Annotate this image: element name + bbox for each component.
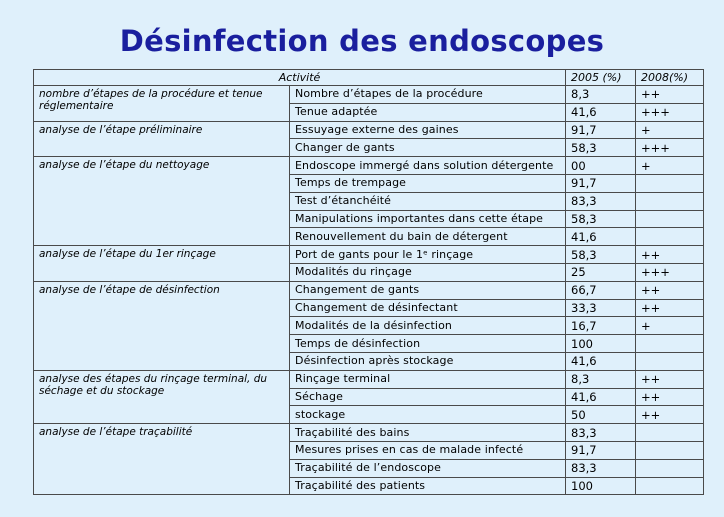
activity-item: Traçabilité de l’endoscope: [290, 459, 566, 477]
activity-item: Endoscope immergé dans solution détergente: [290, 157, 566, 175]
group-label: analyse des étapes du rinçage terminal, du séchage et du stockage: [34, 370, 290, 423]
value-2005: 91,7: [566, 121, 636, 139]
value-2008: [636, 424, 704, 442]
value-2008: ++: [636, 406, 704, 424]
activity-item: Tenue adaptée: [290, 103, 566, 121]
activity-item: Séchage: [290, 388, 566, 406]
activity-item: Test d’étanchéité: [290, 192, 566, 210]
activity-item: Rinçage terminal: [290, 370, 566, 388]
activity-item: Essuyage externe des gaines: [290, 121, 566, 139]
group-label: nombre d’étapes de la procédure et tenue réglementaire: [34, 86, 290, 122]
value-2008: +: [636, 121, 704, 139]
activity-item: Renouvellement du bain de détergent: [290, 228, 566, 246]
value-2008: [636, 459, 704, 477]
value-2005: 66,7: [566, 281, 636, 299]
table-row: [34, 281, 704, 299]
value-2005: 91,7: [566, 174, 636, 192]
value-2005: 8,3: [566, 370, 636, 388]
value-2005: 83,3: [566, 424, 636, 442]
value-2005: 00: [566, 157, 636, 175]
activity-item: Changement de gants: [290, 281, 566, 299]
group-label: analyse de l’étape traçabilité: [34, 424, 290, 495]
activity-item: Temps de trempage: [290, 174, 566, 192]
table-header-row: [34, 70, 704, 86]
value-2008: ++: [636, 281, 704, 299]
value-2008: ++: [636, 246, 704, 264]
activity-item: stockage: [290, 406, 566, 424]
value-2005: 41,6: [566, 388, 636, 406]
header-2005: 2005 (%): [566, 70, 636, 86]
value-2005: 58,3: [566, 210, 636, 228]
value-2008: ++: [636, 299, 704, 317]
table-row: [34, 246, 704, 264]
group-label: analyse de l’étape du nettoyage: [34, 157, 290, 246]
activity-item: Traçabilité des bains: [290, 424, 566, 442]
activity-item: Temps de désinfection: [290, 335, 566, 353]
value-2008: ++: [636, 388, 704, 406]
value-2005: 50: [566, 406, 636, 424]
activity-item: Changer de gants: [290, 139, 566, 157]
group-label: analyse de l’étape du 1er rinçage: [34, 246, 290, 282]
value-2005: 58,3: [566, 139, 636, 157]
page-title: Désinfection des endoscopes: [119, 24, 605, 58]
table-row: [34, 157, 704, 175]
value-2008: [636, 441, 704, 459]
value-2008: ++: [636, 86, 704, 104]
table-row: [34, 370, 704, 388]
header-activite: Activité: [34, 70, 566, 86]
value-2008: [636, 228, 704, 246]
activity-item: Désinfection après stockage: [290, 352, 566, 370]
value-2005: 91,7: [566, 441, 636, 459]
value-2005: 58,3: [566, 246, 636, 264]
value-2008: [636, 477, 704, 495]
table-body: [34, 70, 704, 495]
value-2005: 16,7: [566, 317, 636, 335]
table-row: [34, 424, 704, 442]
table-row: [34, 121, 704, 139]
activity-item: Nombre d’étapes de la procédure: [290, 86, 566, 104]
value-2008: [636, 210, 704, 228]
activity-item: Modalités du rinçage: [290, 263, 566, 281]
value-2005: 100: [566, 477, 636, 495]
value-2005: 100: [566, 335, 636, 353]
value-2005: 41,6: [566, 352, 636, 370]
activity-item: Changement de désinfectant: [290, 299, 566, 317]
value-2005: 33,3: [566, 299, 636, 317]
value-2008: [636, 335, 704, 353]
group-label: analyse de l’étape de désinfection: [34, 281, 290, 370]
activity-item: Mesures prises en cas de malade infecté: [290, 441, 566, 459]
value-2005: 41,6: [566, 228, 636, 246]
value-2005: 83,3: [566, 459, 636, 477]
value-2005: 8,3: [566, 86, 636, 104]
value-2008: ++: [636, 370, 704, 388]
value-2005: 41,6: [566, 103, 636, 121]
value-2008: +: [636, 157, 704, 175]
activity-item: Manipulations importantes dans cette étape: [290, 210, 566, 228]
value-2005: 83,3: [566, 192, 636, 210]
disinfection-table: [33, 69, 704, 495]
table-row: [34, 86, 704, 104]
activity-item: Port de gants pour le 1ᵉ rinçage: [290, 246, 566, 264]
value-2008: +: [636, 317, 704, 335]
activity-item: Modalités de la désinfection: [290, 317, 566, 335]
value-2008: [636, 174, 704, 192]
value-2008: +++: [636, 103, 704, 121]
value-2008: +++: [636, 263, 704, 281]
activity-item: Traçabilité des patients: [290, 477, 566, 495]
value-2008: [636, 192, 704, 210]
group-label: analyse de l’étape préliminaire: [34, 121, 290, 157]
value-2008: +++: [636, 139, 704, 157]
value-2008: [636, 352, 704, 370]
value-2005: 25: [566, 263, 636, 281]
header-2008: 2008(%): [636, 70, 704, 86]
